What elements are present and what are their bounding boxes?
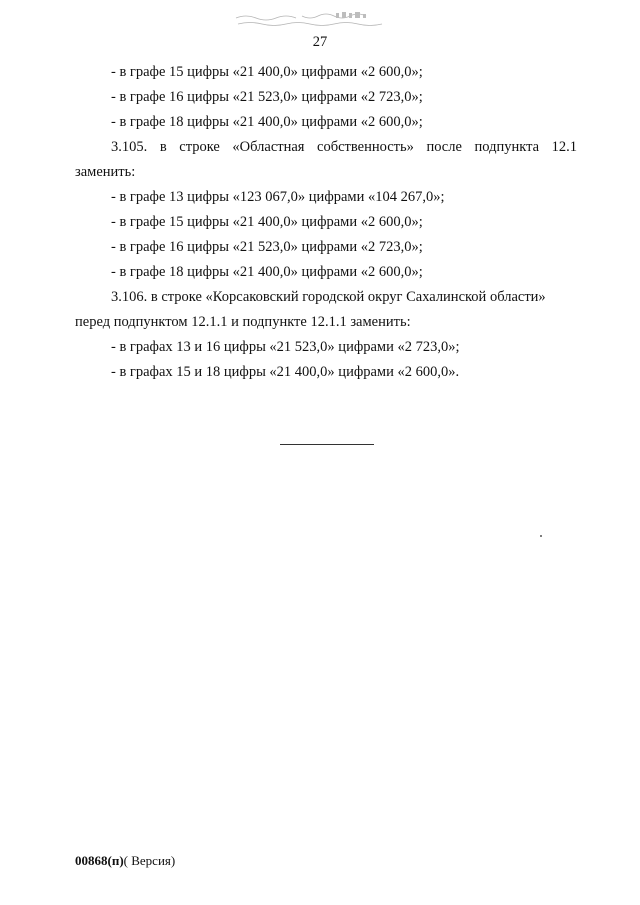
paragraph-3-106-first-line: 3.106. в строке «Корсаковский городской округ Сахалинской области» bbox=[111, 289, 546, 305]
word: собственность» bbox=[317, 139, 414, 155]
list-item: - в графе 16 цифры «21 523,0» цифрами «2 723,0»; bbox=[111, 239, 423, 255]
word: после bbox=[426, 139, 462, 155]
paragraph-3-105-second-line: заменить: bbox=[75, 164, 136, 180]
closing-divider bbox=[280, 444, 374, 445]
paragraph-3-106-second-line: перед подпунктом 12.1.1 и подпункте 12.1.1 заменить: bbox=[75, 314, 411, 330]
word: подпункта bbox=[474, 139, 540, 155]
document-code: 00868(п) bbox=[75, 853, 124, 868]
document-footer bbox=[75, 853, 175, 869]
list-item: - в графах 13 и 16 цифры «21 523,0» цифрами «2 723,0»; bbox=[111, 339, 460, 355]
word: «Областная bbox=[232, 139, 305, 155]
list-item: - в графе 18 цифры «21 400,0» цифрами «2 600,0»; bbox=[111, 264, 423, 280]
list-item: - в графе 15 цифры «21 400,0» цифрами «2 600,0»; bbox=[111, 214, 423, 230]
list-item: - в графе 16 цифры «21 523,0» цифрами «2 723,0»; bbox=[111, 89, 423, 105]
paragraph-3-105-first-line bbox=[111, 139, 577, 156]
header-stamp-scan-artifact bbox=[232, 10, 392, 28]
list-item: - в графах 15 и 18 цифры «21 400,0» цифрами «2 600,0». bbox=[111, 364, 460, 380]
list-item: - в графе 18 цифры «21 400,0» цифрами «2 600,0»; bbox=[111, 114, 423, 130]
word: в bbox=[159, 139, 167, 155]
page-number: 27 bbox=[312, 34, 328, 50]
word: 3.105. bbox=[111, 139, 148, 155]
word: 12.1 bbox=[551, 139, 577, 155]
document-version: ( Версия) bbox=[123, 853, 176, 868]
scan-speck bbox=[540, 535, 542, 537]
list-item: - в графе 15 цифры «21 400,0» цифрами «2 600,0»; bbox=[111, 64, 423, 80]
word: строке bbox=[179, 139, 220, 155]
list-item: - в графе 13 цифры «123 067,0» цифрами «104 267,0»; bbox=[111, 189, 445, 205]
